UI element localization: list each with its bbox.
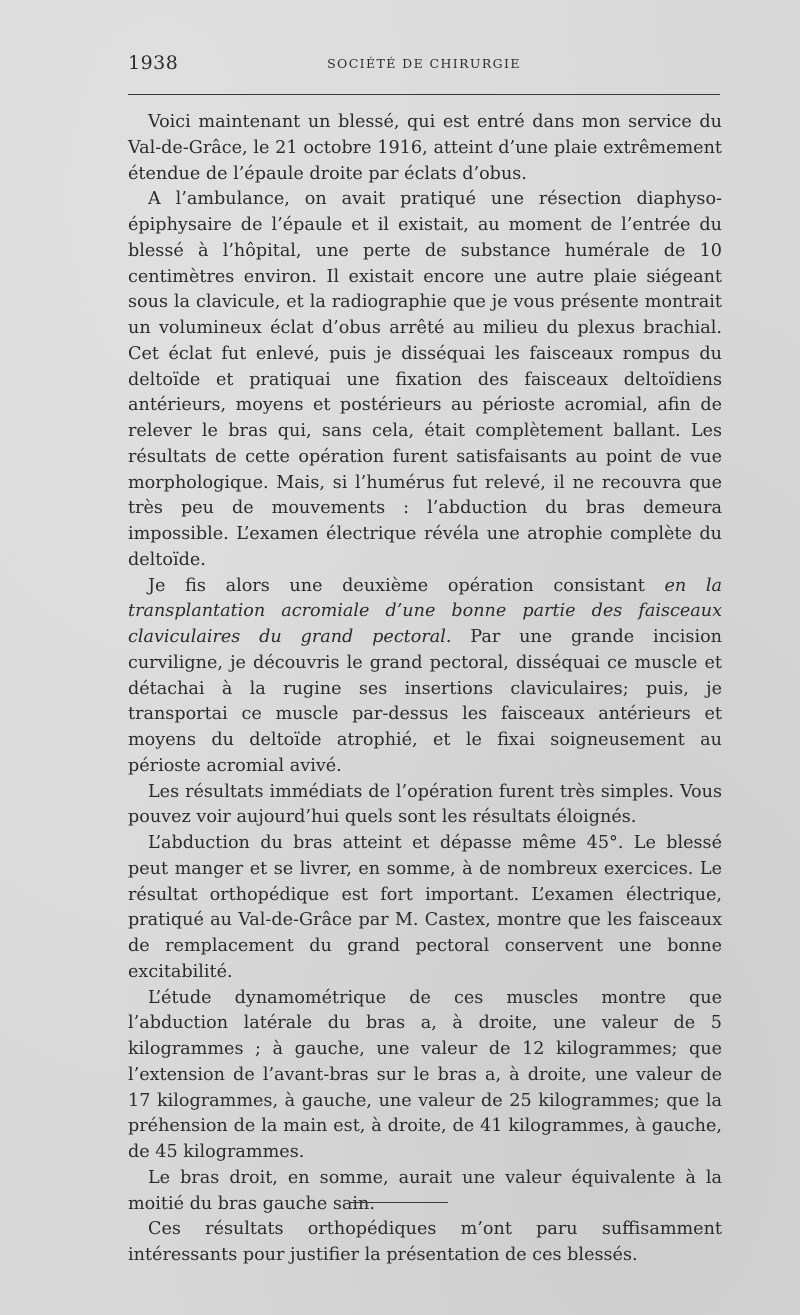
paragraph-conclusion: Ces résultats orthopédiques m’ont paru suffisamment intéressants pour justifier la présentation de ces blessés. <box>128 1219 722 1265</box>
journal-title: SOCIÉTÉ DE CHIRURGIE <box>327 56 521 71</box>
header-divider <box>128 94 720 95</box>
paragraph-ambulance: A l’ambulance, on avait pratiqué une résection diaphyso-épiphysaire de l’épaule et il existait, au moment de l’entrée du blessé à l’hôpital, une perte de substance humérale de 10 centimètres environ. Il existait encore une autre plaie siégeant sous la clavicule, et la radiographie que je vous présente montrait un volumineux éclat d’obus arrêté au milieu du plexus brachial. Cet éclat fut enlevé, puis je disséquai les faisceaux rompus du deltoïde et pratiquai une fixation des faisceaux deltoïdiens antérieurs, moyens et postérieurs au périoste acromial, afin de relever le bras qui, sans cela, était complètement ballant. Les résultats de cette opération furent satisfaisants au point de vue morphologique. Mais, si l’humérus fut relevé, il ne recouvra que très peu de mouvements : l’abduction du bras demeura impossible. L’examen électrique révéla une atrophie complète du deltoïde. <box>128 189 722 570</box>
second-operation-emphasis: en la transplantation acromiale d’une bonne partie des faisceaux claviculaires du grand pectoral. <box>128 575 723 647</box>
second-operation-rest: Par une grande incision curviligne, je découvris le grand pectoral, disséquai ce muscle et détachai à la rugine ses insertions claviculaires; puis, je transportai ce muscle par-dessus les faisceaux antérieurs et moyens du deltoïde atrophié, et le fixai soigneusement au périoste acromial avivé. <box>128 627 722 776</box>
article-body <box>128 110 722 1269</box>
paragraph-second-operation <box>128 574 722 780</box>
end-divider <box>350 1202 448 1203</box>
page-number: 1938 <box>128 52 179 74</box>
paragraph-abduction: L’abduction du bras atteint et dépasse même 45°. Le blessé peut manger et se livrer, en somme, à de nombreux exercices. Le résultat orthopédique est fort important. L’examen électrique, pratiqué au Val-de-Grâce par M. Castex, montre que les faisceaux de remplacement du grand pectoral conservent une bonne excitabilité. <box>128 833 722 982</box>
paragraph-immediate-results: Les résultats immédiats de l’opération furent très simples. Vous pouvez voir aujourd’hui quels sont les résultats éloignés. <box>128 781 722 828</box>
paragraph-dynamometry: L’étude dynamométrique de ces muscles montre que l’abduction latérale du bras a, à droite, une valeur de 5 kilogrammes ; à gauche, une valeur de 12 kilogrammes; que l’extension de l’avant-bras sur le bras a, à droite, une valeur de 17 kilogrammes, à gauche, une valeur de 25 kilogrammes; que la préhension de la main est, à droite, de 41 kilogrammes, à gauche, de 45 kilogrammes. <box>128 987 722 1162</box>
second-operation-lead: Je fis alors une deuxième opération consistant <box>148 575 665 596</box>
paragraph-intro: Voici maintenant un blessé, qui est entré dans mon service du Val-de-Grâce, le 21 octobre 1916, atteint d’une plaie extrêmement étendue de l’épaule droite par éclats d’obus. <box>128 112 722 184</box>
paragraph-arm-value: Le bras droit, en somme, aurait une valeur équivalente à la moitié du bras gauche sain. <box>128 1167 722 1214</box>
running-head <box>128 52 720 80</box>
